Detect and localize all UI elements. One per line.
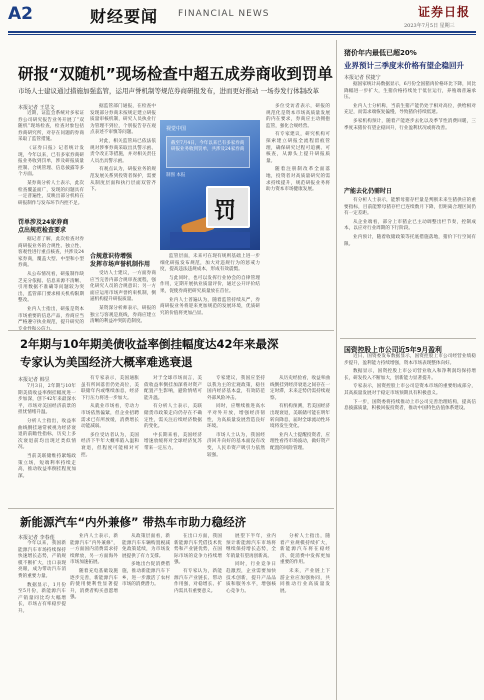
paragraph: 从企业端看，部分上市猪企已主动调整出栏节奏，控制成本，以应对行业周期的下行阶段。	[344, 219, 476, 232]
paragraph: 中长期来看，美国经济增速放缓将对全球经济复苏带来一定压力。	[144, 432, 202, 451]
paragraph: 分析人士指出，随着产业规模持续扩大，新能源汽车将在稳经济、促消费中发挥更加重要的作用。	[280, 534, 330, 566]
article2-column-3	[144, 376, 202, 504]
paragraph: 从政策层面看，新能源汽车车辆购置税减免政策延续，为市场发展提供了有力支撑。	[122, 534, 170, 559]
paragraph: 某资深分析师表示，研报的独立与客观是底线，券商应建立清晰的利益冲突防范制度。	[90, 305, 156, 325]
article3-column-1	[18, 541, 66, 700]
lead-figure	[160, 120, 260, 250]
article2-column-5	[270, 376, 330, 504]
paragraph: 市场人士认为，我国经济回升向好的基本面没有改变，人民币资产吸引力依然较强。	[207, 432, 265, 458]
figure-source-label: 视觉中国	[166, 126, 187, 132]
lead-column-2b	[90, 271, 156, 325]
paragraph: 展望下半年，业内预计新能源汽车市场将继续保持增长态势，全年销量有望再创新高。	[226, 534, 276, 559]
paragraph: 未来，产业链上下游企业应加强协同，共同推动行业高质量发展。	[280, 568, 330, 594]
paragraph: 有专家建议，研究机构可探索建立研报全流程留痕管理，确保研究过程可追溯、可核查，从源头上提升研报质量。	[266, 132, 330, 164]
article2-headline: 2年期与10年期美债收益率倒挂幅度达42年来最深	[20, 337, 279, 351]
paragraph: 专家表示，国资控股上市公司是资本市场的重要组成部分，其高质量发展对于稳定市场预期具有积极意义。	[344, 384, 476, 396]
paragraph: 专家建议，我国应坚持以我为主的宏观政策，稳住国内经济基本盘，有效防范外部风险冲击。	[207, 376, 265, 401]
paragraph: 在出口方面，我国新能源汽车凭借技术优势和产业链优势，在国际市场的竞争力持续增强。	[174, 534, 222, 566]
right-column-text-1	[344, 82, 476, 186]
right-headline-1: 猪价年内最低已超20%	[344, 49, 417, 57]
paragraph: 业内人士表示，新能源汽车“内外兼修”，一方面国内消费需求持续释放，另一方面海外市场加速拓展。	[70, 534, 118, 566]
paragraph: 7月3日，2年期与10年期美债收益率倒挂幅度进一步加深，创下42年来最深水平，市场对美国经济前景的担忧情绪升温。	[18, 384, 76, 416]
paragraph: 据国家统计局数据显示，6月份全国猪肉价格环比下降，同比降幅进一步扩大，生猪价格持续处于低位运行，养殖端普遍承压。	[344, 82, 476, 101]
section-rule	[8, 330, 334, 331]
paragraph: 受访人士建议，一方面券商应当完善内部合规审查流程，强化研究人员的合规意识；另一方面应运用市场声誉约束机制，倒逼机构提升研报质量。	[90, 271, 156, 303]
right-section-rule	[340, 338, 476, 339]
article3-column-5	[226, 534, 276, 700]
column-divider	[336, 40, 337, 700]
paragraph: 下一步，国资委将持续推动上市公司完善治理结构，提高信息披露质量，积极回报投资者，推动中国特色估值体系建设。	[344, 399, 476, 412]
paragraph: 多地出台促消费措施，推动新能源汽车下乡，进一步激活了农村市场的消费潜力。	[122, 562, 170, 588]
paragraph: 从历史经验看，收益率曲线倒挂到经济衰退之间存在一定时滞，未来走势仍需持续观察。	[270, 376, 330, 401]
lead-column-4	[266, 104, 330, 326]
article2-subheadline: 专家认为美国经济大概率难逃衰退	[20, 355, 193, 369]
right-byline: 本报记者 侯捷宁	[344, 75, 381, 81]
penalty-stamp-icon	[206, 186, 250, 228]
right-headline-2: 业界预计三季度末价格有望企稳回升	[344, 61, 464, 70]
paragraph: 随着注册制改革全面落地，投资者对高质量研究的需求持续提升，规范研报业务将助力资本市场健康发展。	[266, 167, 330, 193]
paragraph: 据记者了解，此次检查对券商研报业务的合规性、独立性、客观性进行重点核查，共涉及24家券商，覆盖大型、中型和小型券商。	[18, 237, 84, 269]
right-subhead: 产能去化仍需时日	[344, 188, 393, 195]
right-headline-3: 国资控股上市公司近5年9月盈利	[344, 346, 442, 354]
newspaper-logo: 证券日报	[418, 5, 471, 19]
section-title: 财经要闻	[90, 7, 159, 26]
paragraph: 对于全球市场而言，美债收益率倒挂加深将对资产配置产生影响，避险情绪可能升温。	[144, 376, 202, 401]
article2-column-1	[18, 384, 76, 504]
paragraph: 与此同时，也可以发挥行业协会的自律管理作用，定期开展执业质量评价，通过公开评价结果，促使券商把研究质量放在首位。	[160, 275, 260, 294]
paragraph: 业内人士普遍认为，随着监管持续从严，券商研报业务将迎来更加规范的发展环境，优质研究的价值将更加凸显。	[160, 297, 260, 316]
lead-byline: 本报记者 王思文	[18, 105, 55, 111]
article3-column-2	[70, 534, 118, 700]
paragraph: 同时，应继续推进高水平对外开放，增强经济韧性，为高质量发展营造良好环境。	[207, 404, 265, 430]
paragraph: 数据显示，国资控股上市公司营业收入和净利润均保持增长，研发投入不断加大，创新能力显著提升。	[344, 369, 476, 381]
lead-subhead-2: 合规意识待增强 发挥市场声誉机制作用	[90, 253, 151, 268]
paragraph: 有专家认为，新能源汽车产业链长、带动作用强，对稳增长、扩内需具有重要意义。	[174, 568, 222, 594]
lead-column-3	[160, 254, 260, 326]
paragraph: 同时，行业竞争日趋激烈，企业需要加快技术创新，提升产品品质和服务水平，增强核心竞争力。	[226, 562, 276, 594]
paragraph: 今年以来，我国新能源汽车市场持续保持快速增长态势，产销规模不断扩大，出口表现亮眼，成为带动汽车消费的重要力量。	[18, 541, 66, 579]
article3-column-3	[122, 534, 170, 700]
paragraph: 多家机构预计，随着产能逐步去化以及季节性消费回暖，三季度末猪价有望企稳回升，行业盈利状况或将改善。	[344, 118, 476, 131]
paragraph: 随着充电基础设施逐步完善，新能源汽车的使用便利性显著提升，消费者购买意愿增强。	[70, 568, 118, 601]
article2-column-4	[207, 376, 265, 504]
paragraph: 有机构预测，若美国经济出现衰退，美联储可能在明年转向降息，届时全球流动性环境将发生变化。	[270, 404, 330, 430]
page-header	[0, 0, 484, 34]
lead-column-2	[90, 104, 156, 252]
paragraph: 监管层面，未来可在现有规则基础上进一步细化研报发布规范，加大对违规行为的惩戒力度，提高违法违规成本，形成有效震慑。	[160, 254, 260, 273]
figure-callout-text: 截至7月4日，今年以来已有多家券商研报业务收到罚单，共涉及24家券商	[171, 141, 245, 152]
issue-date: 2023年7月5日 星期三	[404, 23, 455, 29]
lead-column-1	[18, 111, 84, 217]
paragraph: 分析人士指出，收益率曲线倒挂通常被视为经济衰退的前瞻性指标，历史上多次衰退前均出现过类似情况。	[18, 418, 76, 451]
page-number: A2	[8, 4, 33, 24]
article3-headline: 新能源汽车“内外兼修” 带热车市助力稳经济	[20, 515, 247, 529]
paragraph: 有分析人士表示，能繁母猪存栏量是判断未来生猪供应的重要指标，目前能繁母猪存栏已连续数月下降，但距离合理区间仍有一定差距。	[344, 198, 476, 217]
right-column-text-2	[344, 198, 476, 338]
article2-column-2	[81, 376, 139, 504]
stamp-pad-icon	[170, 232, 250, 248]
paragraph: 多位受访者认为，美国经济下半年大概率陷入温和衰退，但程度可能相对可控。	[81, 432, 139, 458]
paragraph: 多位受访者表示，研报的规范化是资本市场高质量发展的内在要求，券商应主动拥抱监管，强化合规经营。	[266, 104, 330, 129]
paragraph: 对此，相关监管局已依法依规对涉事券商采取出具警示函、责令改正等措施，并对相关责任人员出具警示函。	[90, 138, 156, 164]
paragraph: 《证券日报》记者统计发现，今年以来，已有多家券商研报业务收到罚单，涉及研报质量控制、合规管理、信息披露等多个方面。	[18, 145, 84, 178]
header-rule	[8, 31, 476, 33]
paragraph: 从公布情况看，研报制作缺乏充分依据、信息来源不清晰、引用数据不准确等问题较为突出，监管部门要求相关机构限期整改。	[18, 271, 84, 304]
paragraph: 据监管部门通报，在检查中发现部分券商未按规定建立研报质量审核机制，研究人员执业行为管理不到位，个别报告存在观点表述不审慎等问题。	[90, 104, 156, 136]
article2-byline: 本报记者 韩昱	[18, 377, 50, 383]
right-column-text-3	[344, 354, 476, 700]
paragraph: 业内人士提醒投资者，应理性看待市场波动，做好资产配置的风险管理。	[270, 432, 330, 451]
header-rule-thin	[8, 34, 476, 35]
lead-subhead-1: 罚单涉及24家券商 点出规范检查要求	[18, 219, 69, 234]
paragraph: 有专家表示，美国通胀虽有所回落但仍处高位，美联储年内或继续加息，经济下行压力将进一步加大。	[81, 376, 139, 401]
article3-byline: 本报记者 李春莲	[18, 535, 55, 541]
paragraph: 某券商分析人士表示，此次检查覆盖面广，发现的问题具有一定普遍性，反映出部分机构在研报制作与发布环节内控不足。	[18, 180, 84, 206]
paragraph: 数据显示，1月份至5月份，新能源汽车产销量同比均大幅增长，市场占有率稳步提升。	[18, 582, 66, 614]
paragraph: 当前美联储维持紧缩政策立场，短端利率持续走高，推动收益率倒挂程度加深。	[18, 453, 76, 479]
paragraph: 近日，国资委发布数据显示，国资控股上市公司经营业绩稳步提升，盈利能力持续增强，资本市场表现整体向好。	[344, 354, 476, 366]
lead-column-1b	[18, 237, 84, 325]
paragraph: 业内人士指出，研报是资本市场重要的信息产品，券商应当严格遵守执业规范，提升研究的	[18, 306, 84, 326]
section-rule	[8, 508, 334, 509]
lead-headline: 研报“双随机”现场检查中超五成券商收到罚单	[18, 65, 333, 83]
stamp-character: 罚	[214, 199, 237, 224]
article3-column-6	[280, 534, 330, 700]
figure-callout	[166, 136, 250, 168]
paragraph: 业内预计，随着收储政策等托底措施落地，猪价下行空间有限。	[344, 234, 476, 247]
paragraph: 业内人士分析称，当前生猪产能仍处于相对高位，供给相对充足，而需求端恢复偏慢，导致猪价持续低迷。	[344, 103, 476, 116]
paragraph: 有分析人士表示，美联储货币政策走向仍存在不确定性，需关注后续经济数据的变化。	[144, 404, 202, 430]
section-title-en: FINANCIAL NEWS	[178, 9, 270, 19]
paragraph: 从就业市场看，劳动力市场依然偏紧，但企业招聘需求已有所放缓，消费增长动能减弱。	[81, 404, 139, 430]
article3-column-4	[174, 534, 222, 700]
figure-credit: 制图 本报	[166, 173, 186, 178]
paragraph: 有观点认为，研报业务的规范发展关系到投资者保护，需要从制度层面和执行层面双管齐下。	[90, 167, 156, 193]
paragraph: 近期，证监会系统对多家证券公司研究报告业务开展了“双随机”现场检查，检查对象包括券商研究所，对存在问题的券商采取了监管措施。	[18, 111, 84, 143]
lead-subheadline: 市场人士建议通过措施加强监管，运用声誉机制等规范券商研报发布，进而更好推动 一场券发行体制改革	[18, 87, 320, 95]
